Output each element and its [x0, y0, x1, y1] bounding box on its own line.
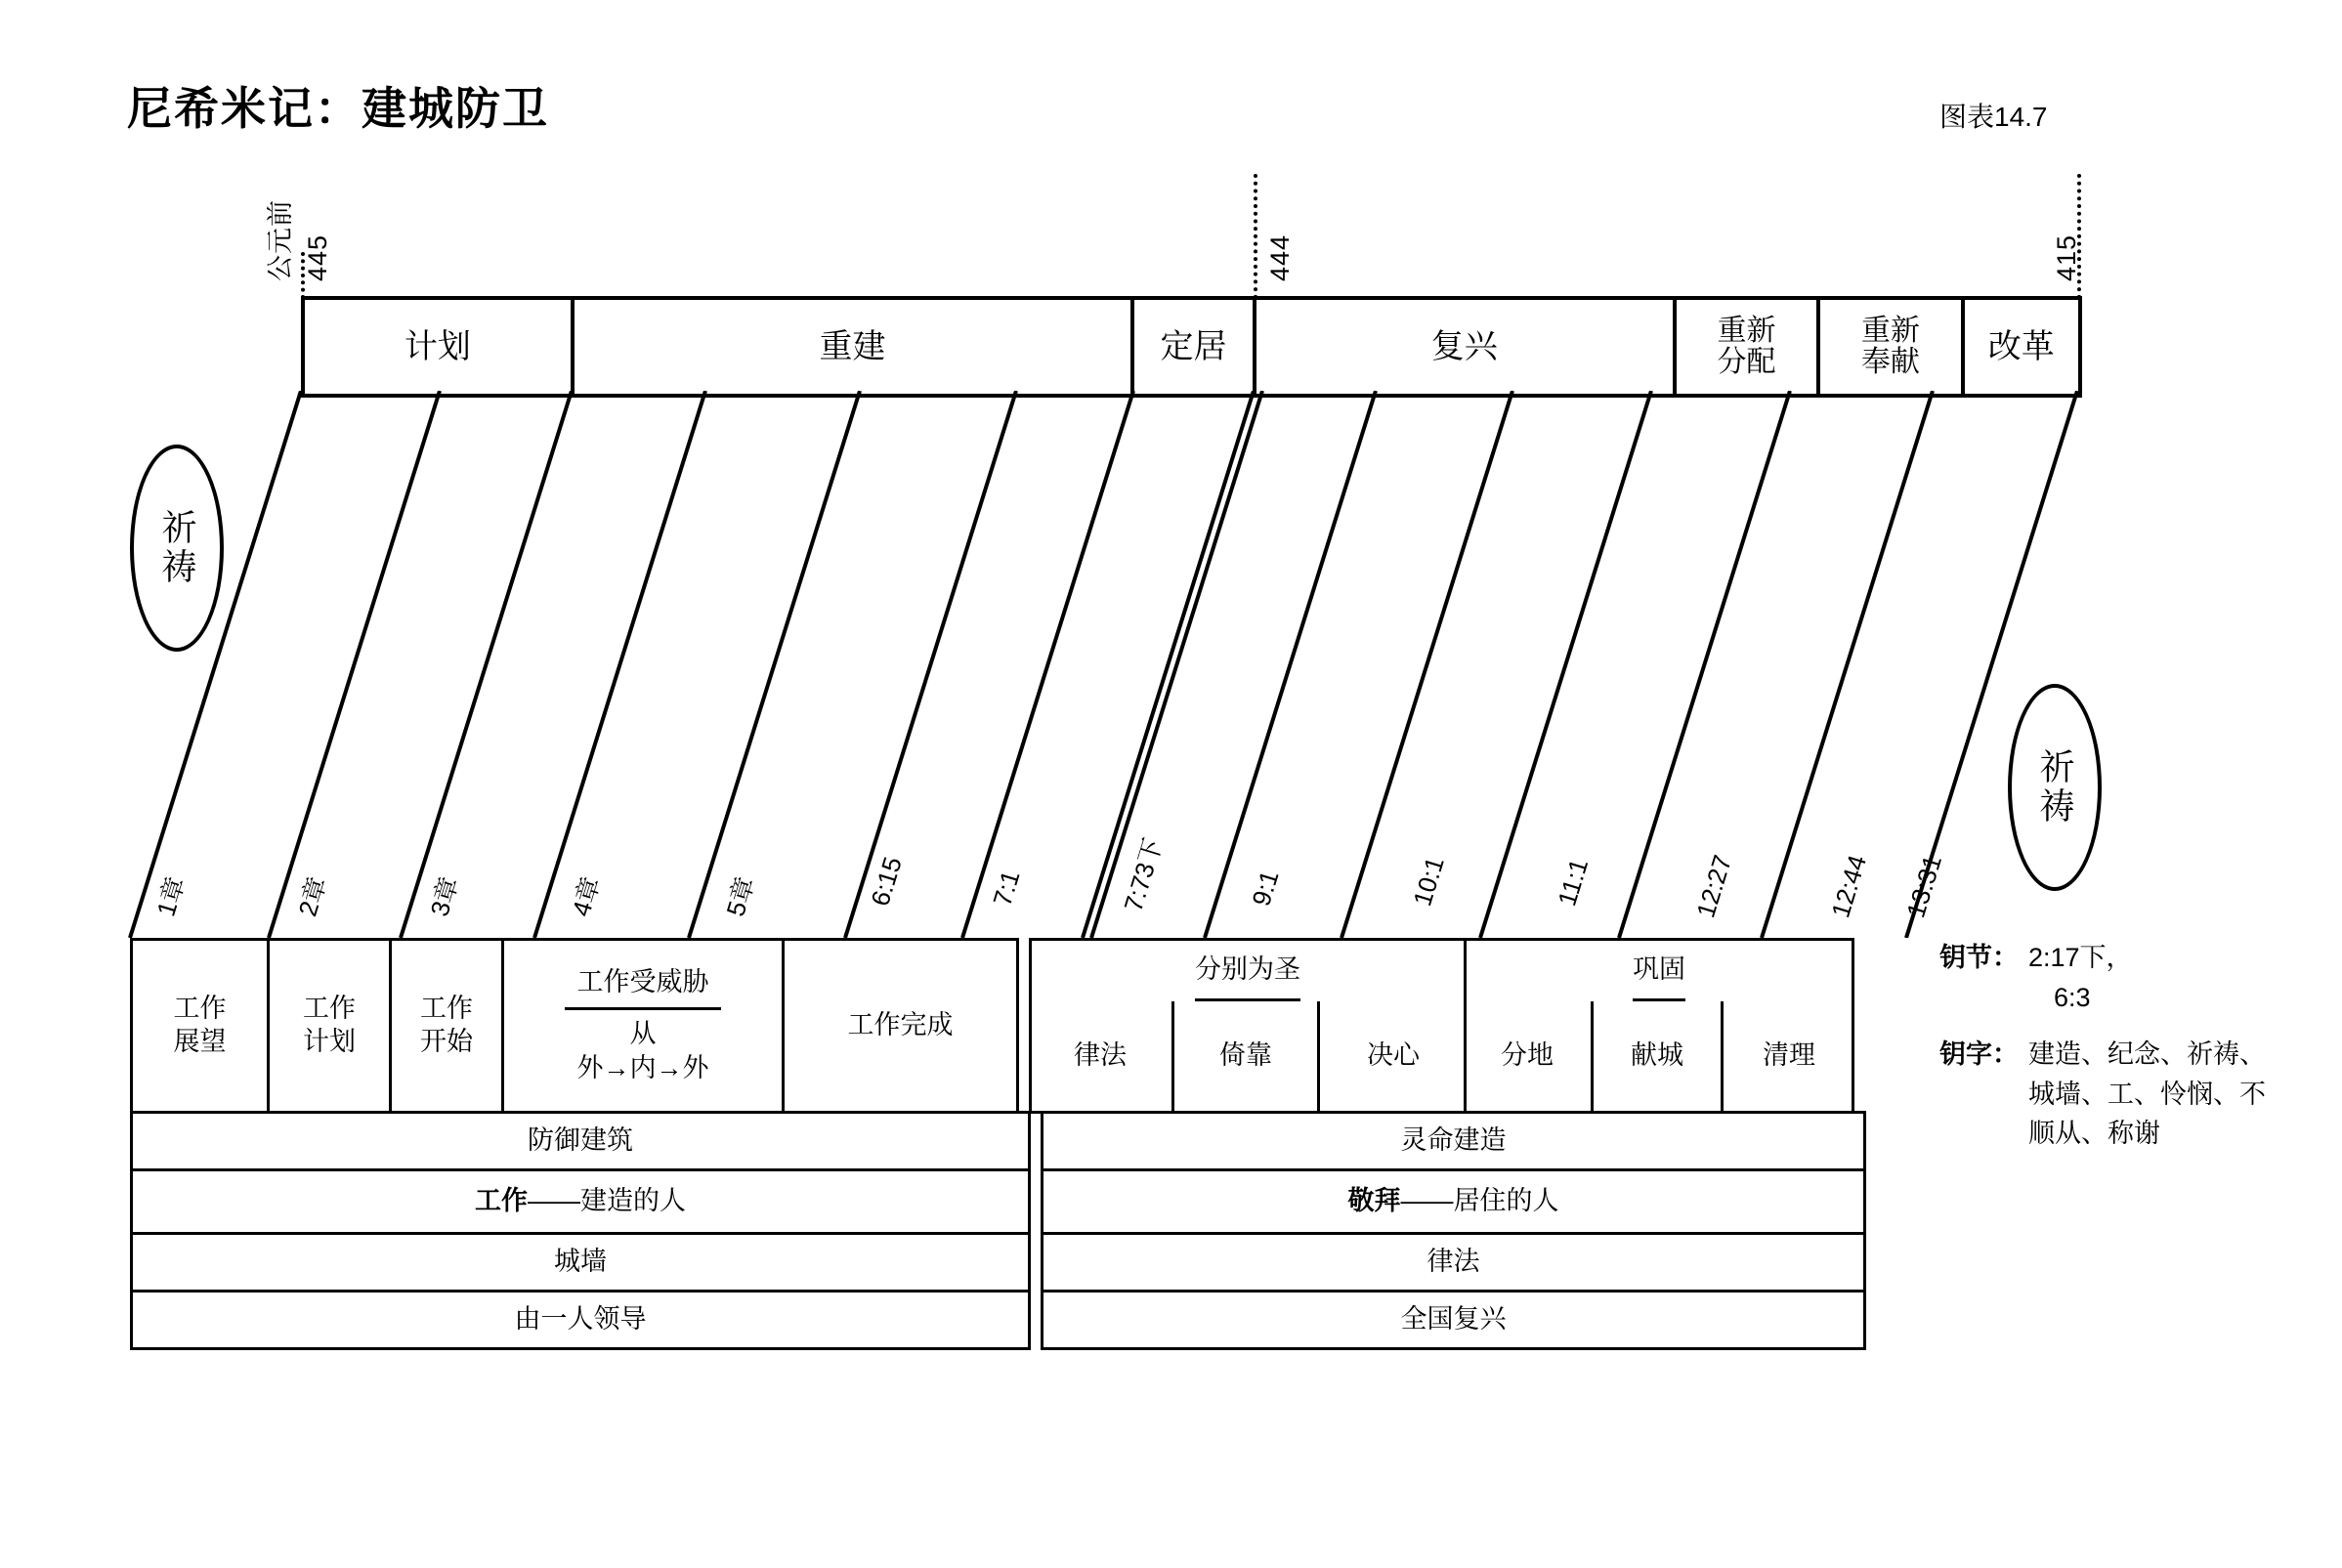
group-consolidation — [1464, 938, 1854, 1114]
cell-work-threatened — [501, 938, 785, 1114]
date-label-bc: 公元前 — [266, 199, 295, 281]
chapter-ref-7-1: 7:1 — [987, 867, 1026, 910]
key-verse-line1: 2:17下， — [2028, 943, 2133, 972]
key-verse-line2: 6:3 — [2054, 982, 2091, 1012]
cell-work-threatened-from: 从 — [629, 1018, 657, 1048]
cell-work-builders — [130, 1168, 1031, 1235]
page-title: 尼希米记：建城防卫 — [127, 83, 549, 134]
phase-reform: 改革 — [1987, 327, 2055, 365]
chapter-ref-7-73b: 7:73下 — [1118, 834, 1169, 915]
key-verse-row — [1939, 938, 2311, 1017]
cell-work-completed: 工作完成 — [782, 938, 1019, 1114]
key-words-label: 钥字： — [1939, 1039, 2019, 1069]
phase-redistribute — [1677, 300, 1820, 394]
chapter-ref-6-15: 6:15 — [865, 853, 908, 910]
group-consolidation-title: 巩固 — [1633, 941, 1685, 1001]
cell-work-plan — [267, 938, 392, 1114]
cell-spiritual-construction: 灵命建造 — [1041, 1111, 1866, 1171]
chapter-ref-12-27: 12:27 — [1690, 851, 1738, 921]
cell-one-man-leads: 由一人领导 — [130, 1290, 1031, 1350]
date-label-444: 444 — [1265, 233, 1295, 281]
phase-rededicate — [1820, 300, 1964, 394]
cell-law: 律法 — [1029, 1001, 1174, 1111]
diagonal-divider-area — [0, 391, 2342, 938]
cell-land-allot: 分地 — [1464, 1001, 1594, 1111]
cell-work-builders-bold: 工作 — [475, 1186, 528, 1216]
notes-panel — [1939, 938, 2311, 1158]
phase-rededicate-line2: 奉献 — [1860, 346, 1920, 378]
cell-work-outlook-line2: 展望 — [173, 1027, 227, 1056]
outline-row-theme — [130, 1111, 1918, 1171]
date-label-445: 445 — [303, 233, 332, 281]
center-gap-5 — [1031, 1290, 1041, 1350]
phase-redistribute-line1: 重新 — [1717, 314, 1776, 347]
cell-dedicate-city: 献城 — [1594, 1001, 1724, 1111]
group-sanctified-title: 分别为圣 — [1195, 941, 1300, 1001]
phase-rededicate-line1: 重新 — [1860, 314, 1920, 347]
chapter-ref-12-44: 12:44 — [1825, 851, 1873, 921]
chapter-ref-9-1: 9:1 — [1246, 867, 1285, 910]
phase-revival: 复兴 — [1256, 300, 1677, 394]
cell-worship-dwellers-rest: ——居住的人 — [1400, 1186, 1559, 1216]
chapter-ref-11-1: 11:1 — [1552, 855, 1595, 910]
chapter-ref-13-31: 13:31 — [1900, 851, 1948, 921]
center-gap-2 — [1031, 1111, 1041, 1171]
phase-band — [301, 296, 2082, 398]
prayer-oval-right — [2008, 684, 2102, 891]
outline-row-emphasis — [130, 1168, 1918, 1235]
key-verse-label: 钥节： — [1939, 943, 2019, 972]
cell-worship-dwellers — [1041, 1168, 1866, 1235]
cell-work-threatened-path: 外→内→外 — [576, 1053, 709, 1083]
cell-cleanup: 清理 — [1763, 1040, 1815, 1071]
chapter-ref-5: 5章 — [720, 872, 760, 920]
outline-row-detail — [130, 938, 1918, 1114]
date-tick-415 — [2077, 174, 2081, 299]
cell-reliance: 倚靠 — [1174, 1001, 1320, 1111]
cell-national-revival: 全国复兴 — [1041, 1290, 1866, 1350]
cell-work-builders-rest: ——建造的人 — [528, 1186, 686, 1216]
cell-wall: 城墙 — [130, 1232, 1031, 1293]
phase-redistribute-line2: 分配 — [1717, 346, 1776, 378]
cell-work-start — [389, 938, 504, 1114]
group-sanctified — [1029, 938, 1467, 1114]
date-label-415: 415 — [2052, 233, 2081, 281]
center-gap-4 — [1031, 1232, 1041, 1293]
phase-plan: 计划 — [305, 300, 575, 394]
chapter-ref-3: 3章 — [424, 872, 464, 920]
cell-law-row: 律法 — [1041, 1232, 1866, 1293]
cell-worship-dwellers-bold: 敬拜 — [1347, 1186, 1401, 1216]
chapter-ref-1: 1章 — [150, 872, 191, 920]
chapter-ref-4: 4章 — [566, 872, 606, 920]
chapter-ref-10-1: 10:1 — [1407, 853, 1450, 910]
date-tick-445 — [301, 252, 305, 299]
phase-rebuild: 重建 — [575, 300, 1134, 394]
key-verse-value — [2028, 938, 2133, 1017]
cell-work-start-line2: 开始 — [420, 1027, 473, 1056]
prayer-oval-right-label: 祈祷 — [2035, 748, 2075, 826]
cell-work-threatened-title: 工作受威胁 — [576, 966, 709, 996]
cell-work-threatened-rule — [565, 1007, 721, 1010]
prayer-oval-left-label: 祈祷 — [157, 509, 197, 587]
cell-work-outlook — [130, 938, 270, 1114]
cell-work-outlook-line1: 工作 — [173, 994, 227, 1024]
date-tick-444 — [1254, 174, 1257, 299]
key-words-row — [1939, 1035, 2311, 1154]
cell-defense-construction: 防御建筑 — [130, 1111, 1031, 1171]
outline-row-subject — [130, 1232, 1918, 1293]
center-gap-3 — [1031, 1168, 1041, 1235]
cell-work-plan-line2: 计划 — [303, 1027, 356, 1056]
cell-work-start-line1: 工作 — [420, 994, 473, 1024]
key-words-value: 建造、纪念、祈祷、城墙、工、怜悯、不顺从、称谢 — [2028, 1039, 2266, 1148]
phase-settle: 定居 — [1134, 300, 1256, 394]
center-gap — [1019, 938, 1029, 1114]
figure-number: 图表14.7 — [1939, 102, 2048, 132]
outline-table — [130, 938, 1918, 1350]
cell-work-plan-line1: 工作 — [303, 994, 356, 1024]
prayer-oval-left — [130, 445, 224, 652]
chapter-ref-2: 2章 — [292, 872, 332, 920]
cell-resolve: 决心 — [1367, 1040, 1420, 1071]
outline-row-scope — [130, 1290, 1918, 1350]
